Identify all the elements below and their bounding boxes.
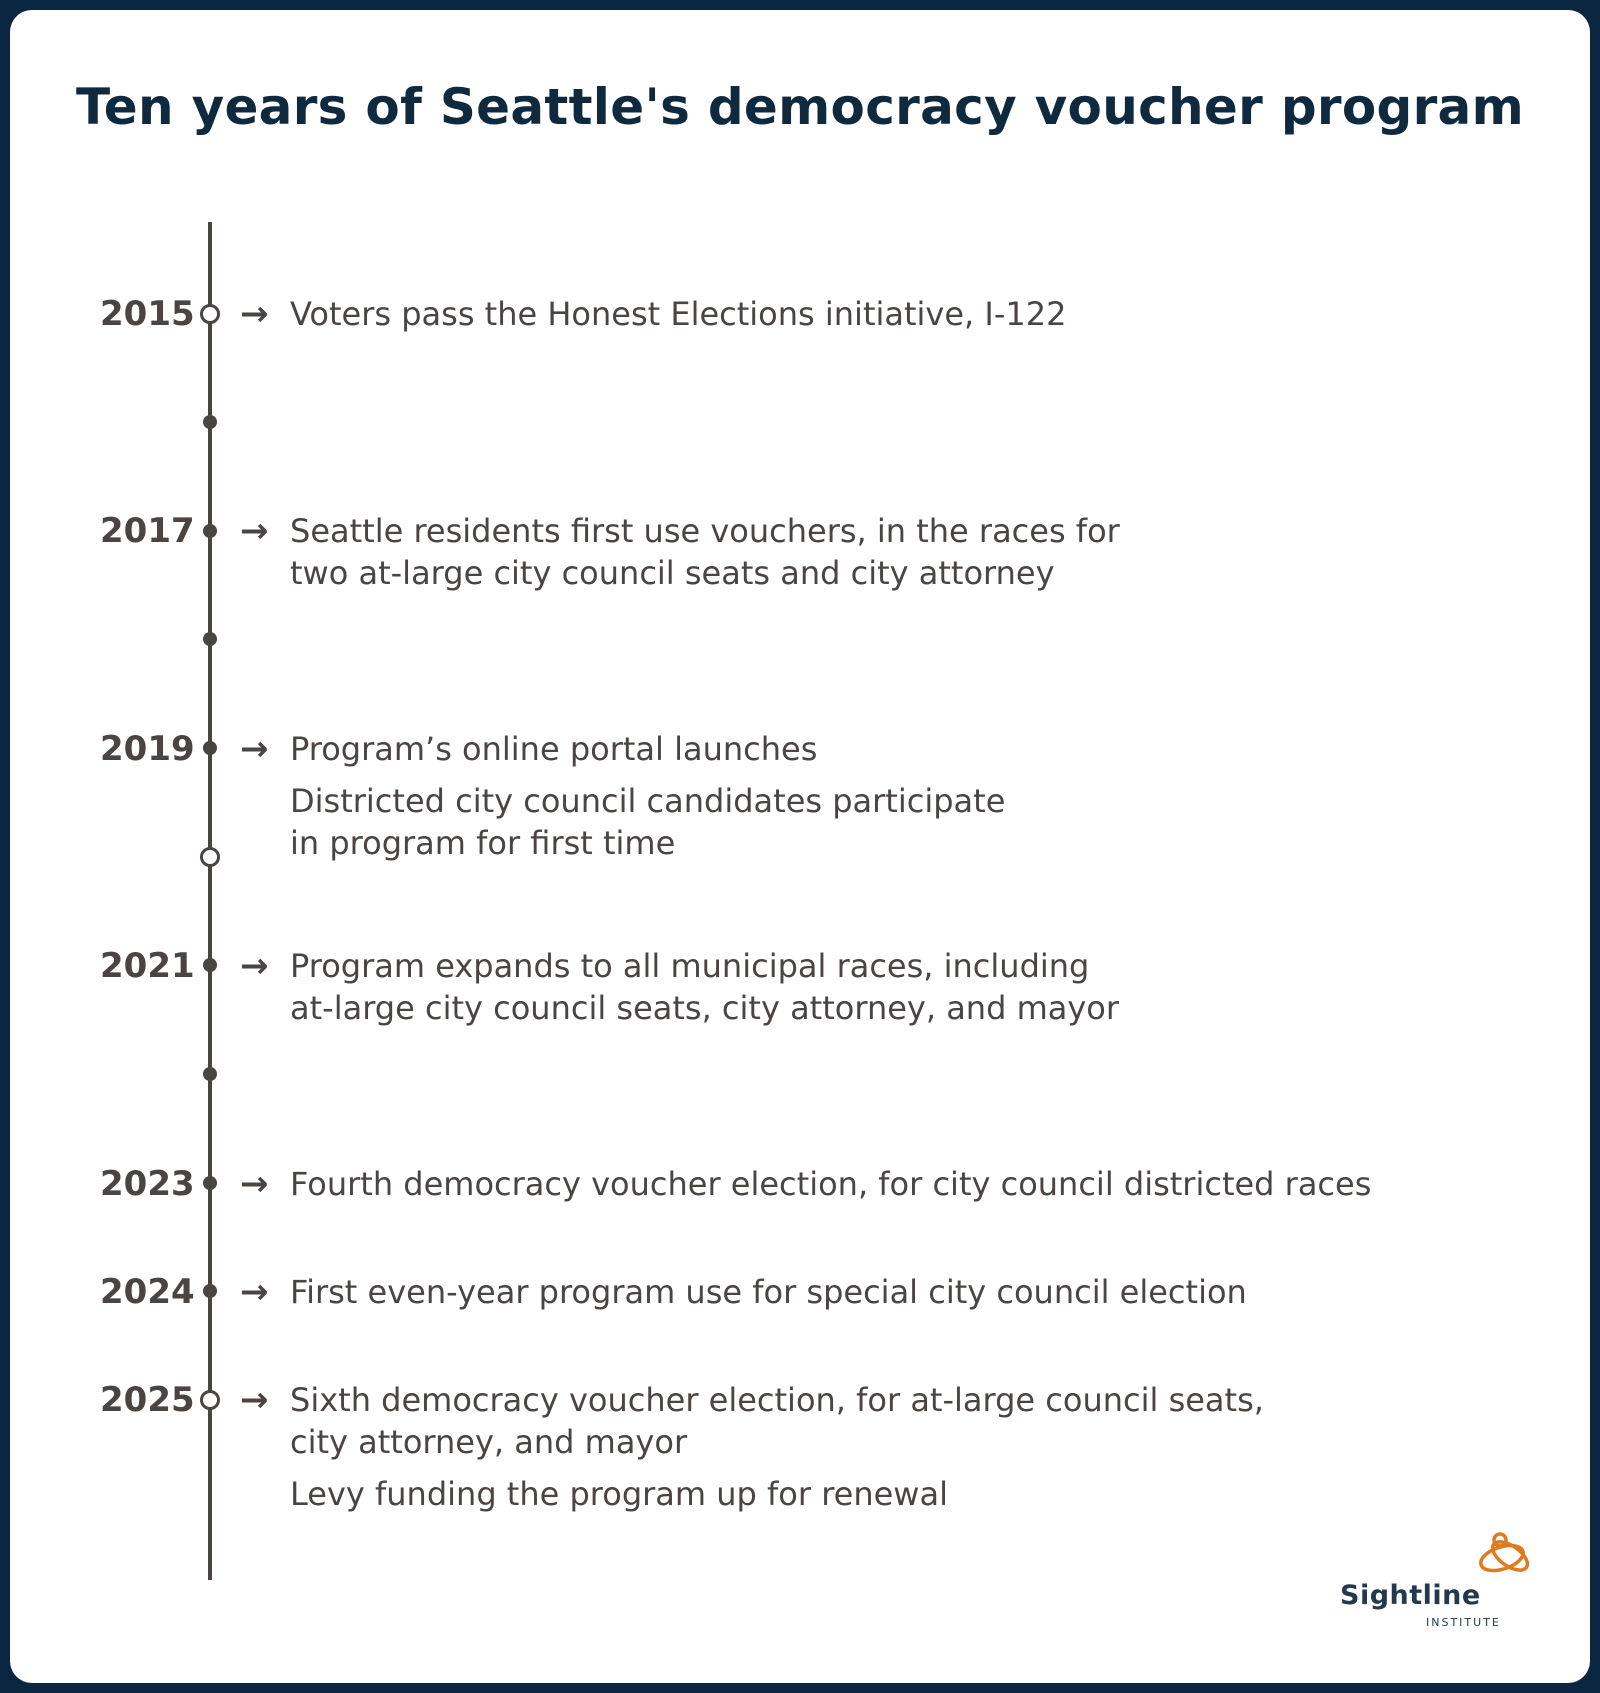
entry-text: Voters pass the Honest Elections initiative, I-122 [290, 295, 1067, 333]
year-label-2024: 2024 [100, 1272, 195, 1312]
logo-subtitle: INSTITUTE [1426, 1616, 1501, 1629]
arrow-icon: → [240, 511, 269, 551]
timeline-entry-2017 [290, 510, 1560, 594]
year-label-2025: 2025 [100, 1380, 195, 1420]
timeline-marker [203, 1067, 217, 1081]
arrow-icon: → [240, 946, 269, 986]
entry-text: Program expands to all municipal races, including at-large city council seats, city attorney, and mayor [290, 947, 1120, 1027]
logo-orbit-icon [1470, 1530, 1540, 1586]
entry-text: Seattle residents first use vouchers, in the races for two at-large city council seats and city attorney [290, 512, 1120, 592]
year-label-2023: 2023 [100, 1164, 195, 1204]
page-title: Ten years of Seattle's democracy voucher program [75, 78, 1525, 136]
arrow-icon: → [240, 729, 269, 769]
entry-text: Levy funding the program up for renewal [290, 1475, 948, 1513]
logo-wordmark: Sightline [1340, 1580, 1481, 1611]
timeline-entry-2024 [290, 1271, 1560, 1313]
entry-text: Sixth democracy voucher election, for at-large council seats, city attorney, and mayor [290, 1381, 1264, 1461]
timeline-marker-open [200, 847, 220, 867]
entry-text: First even-year program use for special city council election [290, 1273, 1247, 1311]
timeline-marker [203, 415, 217, 429]
timeline-entry-2021 [290, 945, 1560, 1029]
entry-text: Districted city council candidates participate in program for first time [290, 782, 1006, 862]
timeline-marker [203, 632, 217, 646]
year-label-2017: 2017 [100, 511, 195, 551]
entry-text: Program’s online portal launches [290, 730, 818, 768]
year-label-2015: 2015 [100, 294, 195, 334]
entry-text: Fourth democracy voucher election, for city council districted races [290, 1165, 1372, 1203]
arrow-icon: → [240, 1164, 269, 1204]
arrow-icon: → [240, 1380, 269, 1420]
infographic-card [10, 10, 1590, 1683]
arrow-icon: → [240, 294, 269, 334]
year-label-2019: 2019 [100, 729, 195, 769]
sightline-logo [1340, 1530, 1560, 1630]
arrow-icon: → [240, 1272, 269, 1312]
timeline-entry-2015 [290, 293, 1560, 335]
year-label-2021: 2021 [100, 946, 195, 986]
timeline-entry-2025 [290, 1379, 1560, 1515]
timeline-entry-2019 [290, 728, 1560, 864]
timeline-entry-2023 [290, 1163, 1560, 1205]
